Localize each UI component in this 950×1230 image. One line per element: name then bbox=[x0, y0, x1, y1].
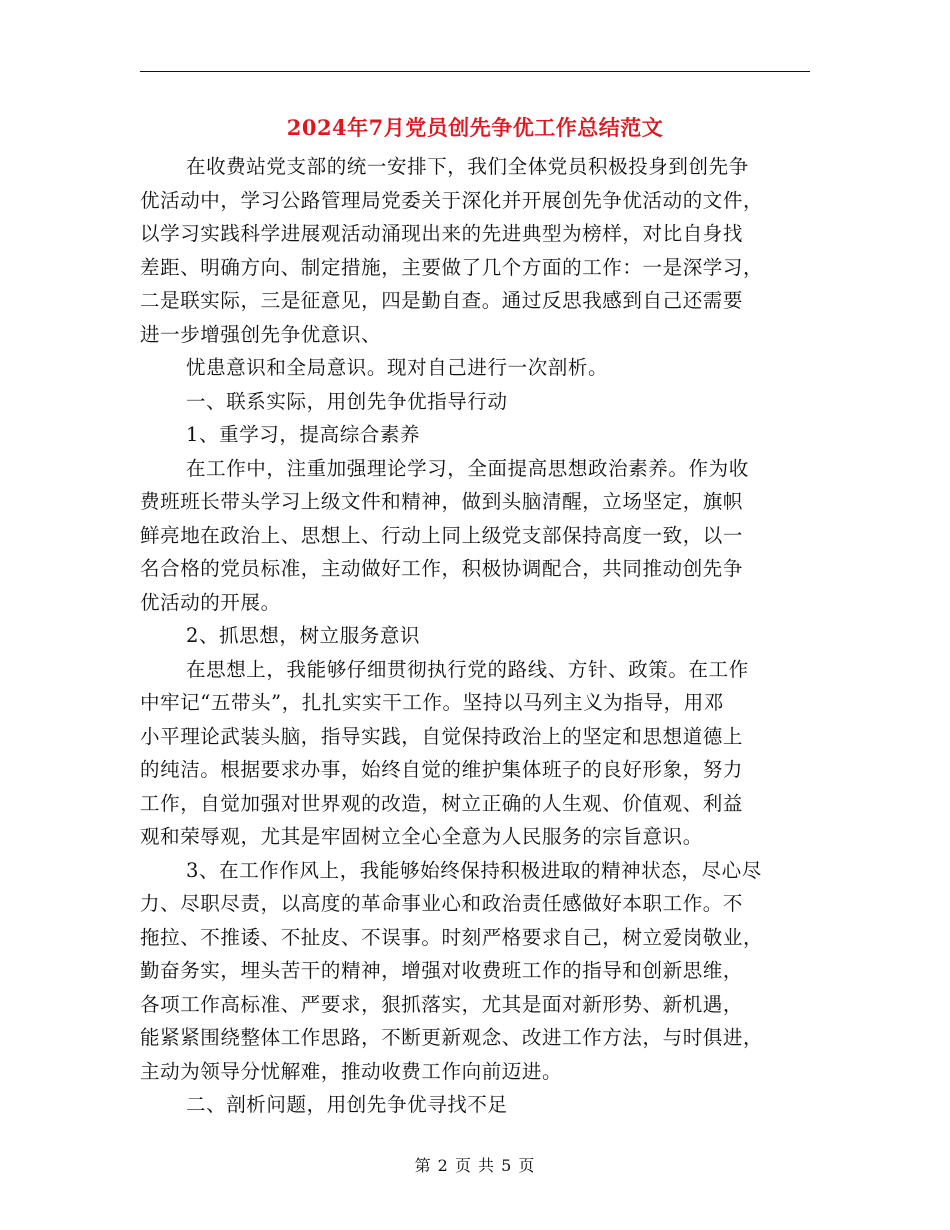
text-line: 以学习实践科学进展观活动涌现出来的先进典型为榜样，对比自身找 bbox=[140, 222, 744, 245]
text-line: 优活动中，学习公路管理局党委关于深化并开展创先争优活动的文件， bbox=[140, 188, 764, 212]
text-line: 力、尽职尽责，以高度的革命事业心和政治责任感做好本职工作。不 bbox=[140, 892, 744, 915]
text-line: 差距、明确方向、制定措施，主要做了几个方面的工作：一是深学习， bbox=[140, 255, 764, 279]
text-line: 工作，自觉加强对世界观的改造，树立正确的人生观、价值观、利益 bbox=[140, 791, 744, 815]
text-line: 能紧紧围绕整体工作思路，不断更新观念、改进工作方法，与时俱进， bbox=[140, 1026, 764, 1049]
text-line: 忧患意识和全局意识。现对自己进行一次剖析。 bbox=[186, 356, 609, 379]
text-line: 在思想上，我能够仔细贯彻执行党的路线、方针、政策。在工作 bbox=[186, 657, 749, 681]
text-line: 主动为领导分忧解难，推动收费工作向前迈进。 bbox=[140, 1059, 563, 1083]
text-line: 勤奋务实，埋头苦干的精神，增强对收费班工作的指导和创新思维， bbox=[140, 959, 744, 982]
document-title: 2024年7月党员创先争优工作总结范文 bbox=[286, 115, 664, 140]
text-line: 二、剖析问题，用创先争优寻找不足 bbox=[186, 1093, 508, 1116]
text-line: 各项工作高标准、严要求，狠抓落实，尤其是面对新形势、新机遇， bbox=[140, 992, 744, 1016]
header-rule bbox=[140, 71, 810, 72]
text-line: 二是联实际，三是征意见，四是勤自查。通过反思我感到自己还需要 bbox=[140, 289, 744, 312]
text-line: 中牢记“五带头”，扎扎实实干工作。坚持以马列主义为指导，用邓 bbox=[140, 691, 724, 714]
text-line: 优活动的开展。 bbox=[140, 590, 281, 614]
text-line: 鲜亮地在政治上、思想上、行动上同上级党支部保持高度一致，以一 bbox=[140, 523, 744, 547]
text-line: 进一步增强创先争优意识、 bbox=[140, 322, 382, 346]
document-body bbox=[140, 150, 810, 1122]
text-line: 在工作中，注重加强理论学习，全面提高思想政治素养。作为收 bbox=[186, 456, 749, 480]
text-line: 在收费站党支部的统一安排下，我们全体党员积极投身到创先争 bbox=[186, 155, 749, 178]
text-line: 2、抓思想，树立服务意识 bbox=[186, 624, 421, 647]
text-line: 费班班长带头学习上级文件和精神，做到头脑清醒，立场坚定，旗帜 bbox=[140, 490, 744, 513]
text-line: 观和荣辱观，尤其是牢固树立全心全意为人民服务的宗旨意识。 bbox=[140, 825, 703, 848]
text-line: 一、联系实际，用创先争优指导行动 bbox=[186, 389, 508, 413]
text-line: 拖拉、不推诿、不扯皮、不误事。时刻严格要求自己，树立爱岗敬业， bbox=[140, 925, 764, 949]
text-line: 1、重学习，提高综合素养 bbox=[186, 423, 421, 446]
text-line: 名合格的党员标准，主动做好工作，积极协调配合，共同推动创先争 bbox=[140, 557, 744, 580]
page-footer: 第 2 页 共 5 页 bbox=[414, 1156, 536, 1175]
text-line: 小平理论武装头脑，指导实践，自觉保持政治上的坚定和思想道德上 bbox=[140, 724, 744, 748]
text-line: 的纯洁。根据要求办事，始终自觉的维护集体班子的良好形象，努力 bbox=[140, 758, 744, 781]
text-line: 3、在工作作风上，我能够始终保持积极进取的精神状态，尽心尽 bbox=[186, 858, 762, 882]
